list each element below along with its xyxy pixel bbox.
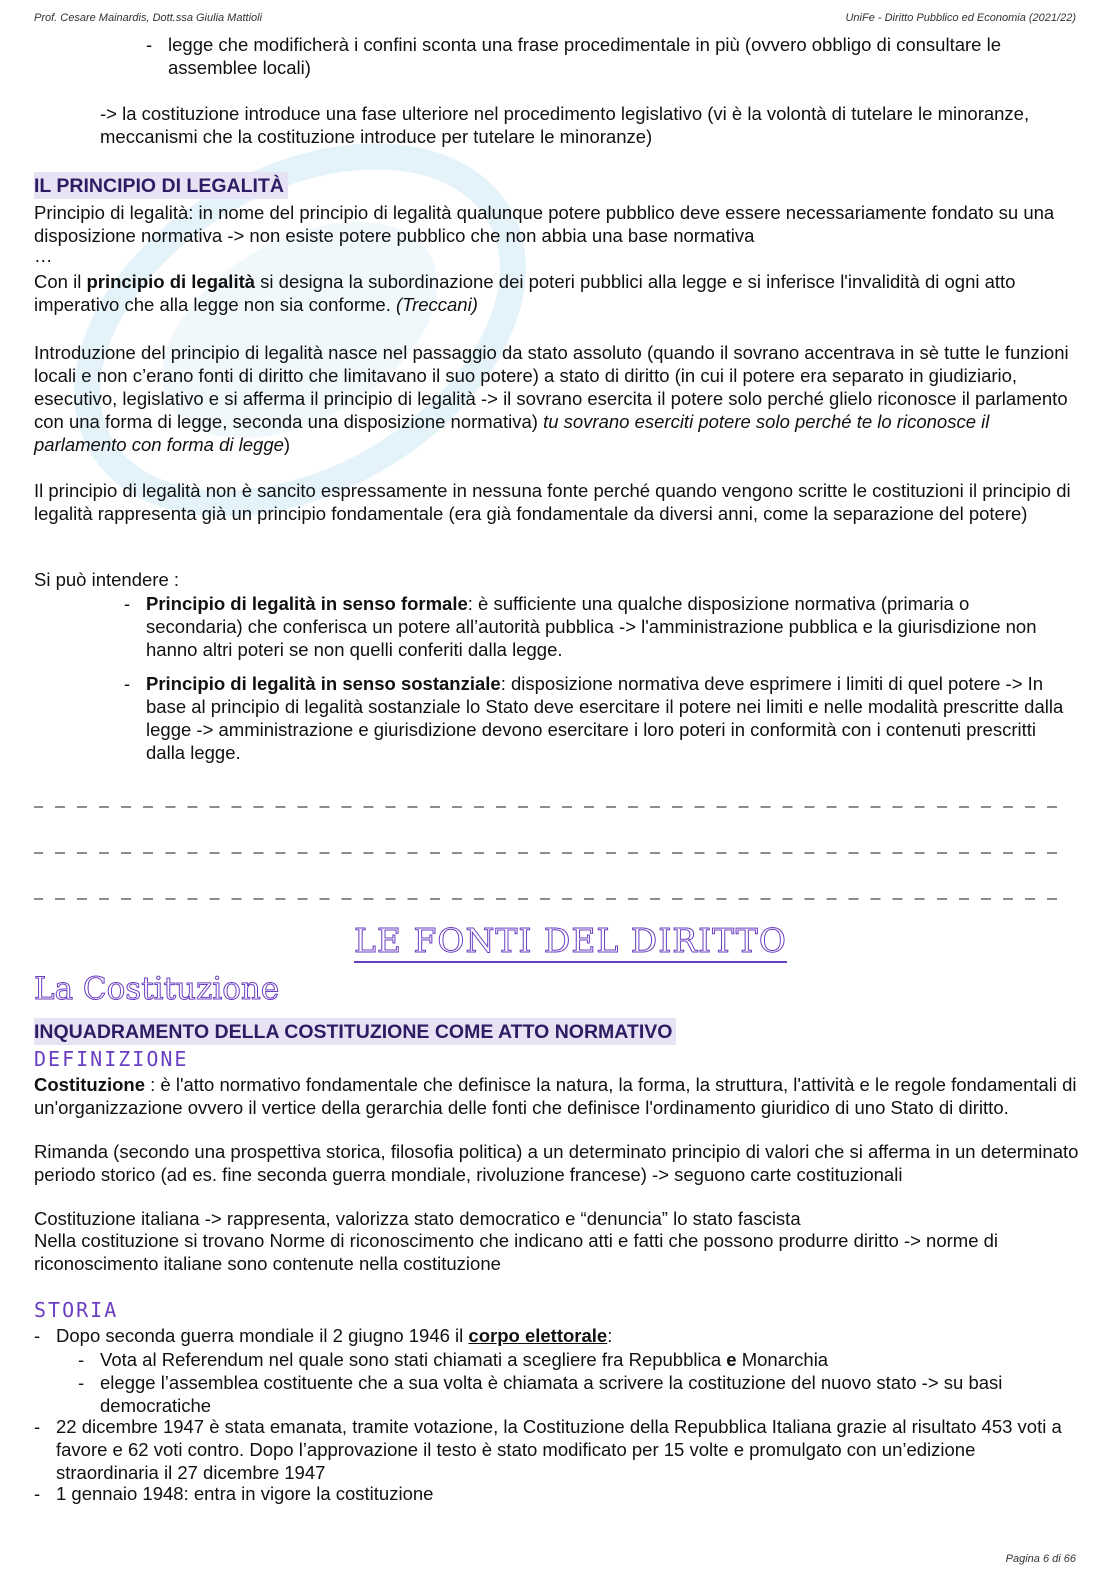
text-span: Dopo seconda guerra mondiale il 2 giugno 1946 il (56, 1325, 469, 1346)
subsection-label-storia: STORIA (34, 1298, 119, 1322)
page-title-fonti: LE FONTI DEL DIRITTO (354, 922, 787, 963)
list-item-text (124, 672, 1064, 764)
text-span: : disposizione normativa deve esprimere i limiti di quel potere -> In base al principio di legalità sostanziale lo Stato deve esercitare il potere nei limiti e nelle modalità prescritte dalla legge -> amministrazione e giurisdizione devono esercitare i loro poteri in conformità con i contenuti prescritti dalla legge. (146, 673, 1064, 763)
header-authors: Prof. Cesare Mainardis, Dott.ssa Giulia Mattioli (34, 12, 263, 24)
list-item-text (78, 1348, 1068, 1371)
text-span: : è l'atto normativo fondamentale che definisce la natura, la forma, la struttura, l'attività e le regole fondamentali di un'organizzazione ovvero il vertice della gerarchia delle fonti che definisce l'ordinamento giuridico di uno Stato di diritto. (34, 1074, 1077, 1118)
section-heading-inquadramento: INQUADRAMENTO DELLA COSTITUZIONE COME ATTO NORMATIVO (34, 1018, 676, 1045)
bullet-dash: - (78, 1372, 85, 1393)
dashed-divider (34, 806, 1060, 808)
list-item-text: 1 gennaio 1948: entra in vigore la costituzione (56, 1483, 434, 1504)
list-item (78, 1371, 1068, 1417)
bold-term: corpo elettorale (468, 1325, 608, 1346)
list-item-text (34, 1324, 1074, 1347)
paragraph-rimanda: Rimanda (secondo una prospettiva storica, filosofia politica) a un determinato principio di valori che si afferma in un determinato periodo storico (ad es. fine seconda guerra mondiale, rivoluzione francese) -> seguono carte costituzionali (34, 1141, 1079, 1185)
paragraph-norme: Nella costituzione si trovano Norme di riconoscimento che indicano atti e fatti che possono produrre diritto -> norme di riconoscimento italiane sono contenute nella costituzione (34, 1230, 999, 1274)
bullet-dash: - (124, 673, 131, 694)
page-number: Pagina 6 di 66 (1005, 1553, 1076, 1565)
dashed-divider (34, 898, 1060, 900)
text-span: Vota al Referendum nel quale sono stati chiamati a scegliere fra Repubblica (100, 1349, 727, 1370)
bold-term: Principio di legalità in senso sostanziale (146, 673, 501, 694)
list-item-text (124, 592, 1064, 661)
bullet-dash: - (124, 593, 131, 614)
bullet-dash: - (34, 1325, 41, 1346)
dashed-divider (34, 852, 1060, 854)
bold-term: e (726, 1349, 737, 1370)
citation: (Treccani) (395, 294, 478, 315)
list-item-text: 22 dicembre 1947 è stata emanata, tramite votazione, la Costituzione della Repubblica Italiana grazie al risultato 453 voti a favore e 62 voti contro. Dopo l’approvazione il testo è stato modificato per 15 volte e promulgato con un’edizione straordinaria il 27 dicembre 1947 (56, 1416, 1062, 1483)
bold-term: Costituzione (34, 1074, 145, 1095)
bullet-dash: - (146, 34, 153, 55)
bullet-dash: - (78, 1349, 85, 1370)
paragraph-non-sancito: Il principio di legalità non è sancito espressamente in nessuna fonte perché quando vengono scritte le costituzioni il principio di legalità rappresenta già un principio fondamentale (era già fondamentale da diversi anni, come la separazione del potere) (34, 480, 1071, 524)
paragraph-introduzione (34, 341, 1084, 456)
bold-term: principio di legalità (86, 271, 256, 292)
list-item (124, 672, 1064, 764)
paragraph-treccani (34, 270, 1084, 316)
bullet-dash: - (34, 1483, 41, 1504)
paragraph-definition: Principio di legalità: in nome del principio di legalità qualunque potere pubblico deve essere necessariamente fondato su una disposizione normativa -> non esiste potere pubblico che non abbia una base normativa (34, 202, 1055, 246)
list-item (34, 1415, 1074, 1484)
paragraph-definizione (34, 1073, 1084, 1119)
subtitle-costituzione: La Costituzione (34, 971, 280, 1007)
paragraph-si-puo: Si può intendere : (34, 569, 180, 590)
paragraph: -> la costituzione introduce una fase ulteriore nel procedimento legislativo (vi è la volontà di tutelare le minoranze, meccanismi che la costituzione introduce per tutelare le minoranze) (100, 103, 1030, 147)
bold-term: Principio di legalità in senso formale (146, 593, 468, 614)
bullet-dash: - (34, 1416, 41, 1437)
subsection-label-definizione: DEFINIZIONE (34, 1047, 189, 1071)
ellipsis: … (34, 245, 53, 266)
section-heading-legalita: IL PRINCIPIO DI LEGALITÀ (34, 172, 288, 199)
text-span: ) (283, 434, 291, 455)
list-item-text: elegge l’assemblea costituente che a sua volta è chiamata a scrivere la costituzione del nuovo stato -> su basi democratiche (100, 1372, 1003, 1416)
list-item (124, 592, 1064, 661)
text-span: si designa la subordinazione dei poteri pubblici alla legge e si inferisce l'invalidità di ogni atto imperativo che alla legge non sia conforme. (34, 271, 1016, 315)
text-span: Con il (34, 271, 87, 292)
italic-span: tu sovrano eserciti potere solo perché te lo riconosce il parlamento con forma di legge (34, 411, 990, 455)
list-item-text: legge che modificherà i confini sconta una frase procedimentale in più (ovvero obbligo di consultare le assemblee locali) (168, 34, 1001, 78)
list-item (34, 1482, 1074, 1505)
text-span: Introduzione del principio di legalità nasce nel passaggio da stato assoluto (quando il sovrano accentrava in sè tutte le funzioni locali e non c’erano fonti di diritto che limitavano il suo potere) a stato di diritto (in cui il potere era separato in giudiziario, esecutivo, legislativo e si afferma il principio di legalità -> il sovrano esercita il potere solo perché glielo riconosce il parlamento con una forma di legge, seconda una disposizione normativa) (34, 342, 1069, 432)
header-course: UniFe - Diritto Pubblico ed Economia (2021/22) (845, 12, 1076, 24)
list-item (34, 1324, 1074, 1347)
text-span: : è sufficiente una qualche disposizione normativa (primaria o secondaria) che conferisca un potere all’autorità pubblica -> l'amministrazione pubblica e la giurisdizione non hanno altri poteri se non quelli conferiti dalla legge. (146, 593, 1037, 660)
list-item (146, 33, 1046, 79)
list-item (78, 1348, 1068, 1371)
text-span: : (607, 1325, 613, 1346)
paragraph-italiana: Costituzione italiana -> rappresenta, valorizza stato democratico e “denuncia” lo stato fascista (34, 1208, 801, 1229)
text-span: Monarchia (736, 1349, 829, 1370)
